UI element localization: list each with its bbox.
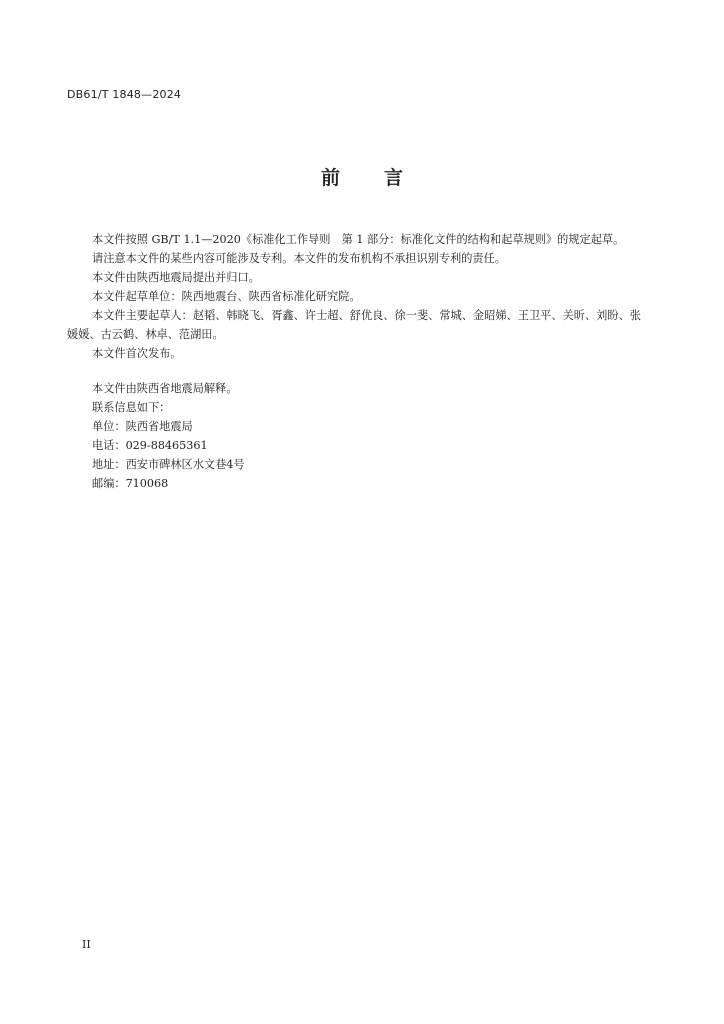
contact-address: 地址：西安市碑林区水文巷4号 — [92, 458, 245, 471]
page-number: II — [82, 938, 91, 951]
paragraph-patent-notice: 请注意本文件的某些内容可能涉及专利。本文件的发布机构不承担识别专利的责任。 — [92, 252, 506, 265]
contact-unit: 单位：陕西省地震局 — [92, 420, 193, 433]
paragraph-proposer: 本文件由陕西地震局提出并归口。 — [92, 271, 260, 284]
title-char-2: 言 — [384, 167, 404, 189]
paragraph-drafters: 本文件主要起草人：赵韬、韩晓飞、胥鑫、许士超、舒优良、徐一斐、常城、金昭娣、王卫平、关昕、刘盼、张媛媛、古云鹤、林卓、范湖田。 — [67, 309, 641, 341]
paragraph-first-release: 本文件首次发布。 — [92, 347, 182, 360]
paragraph-drafting-units: 本文件起草单位：陕西地震台、陕西省标准化研究院。 — [92, 290, 361, 303]
contact-postcode: 邮编：710068 — [92, 477, 169, 490]
page-title — [0, 163, 724, 190]
preface-body — [67, 230, 641, 493]
contact-intro: 联系信息如下： — [92, 401, 171, 414]
contact-phone: 电话：029-88465361 — [92, 439, 208, 452]
paragraph-interpretation: 本文件由陕西省地震局解释。 — [92, 382, 238, 395]
title-char-1: 前 — [320, 167, 340, 189]
paragraph-drafting-rules: 本文件按照 GB/T 1.1—2020《标准化工作导则 第 1 部分：标准化文件的结构和起草规则》的规定起草。 — [92, 233, 625, 246]
document-code: DB61/T 1848—2024 — [67, 88, 182, 101]
